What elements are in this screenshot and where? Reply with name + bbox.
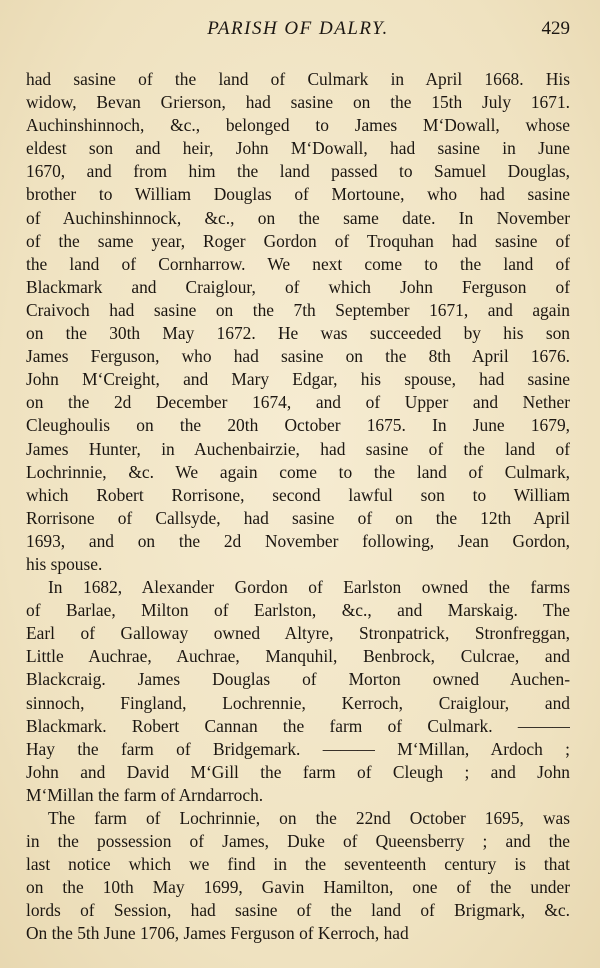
text-line: Blackmark and Craiglour, of which John Ferguson of [26,276,570,297]
text-line: sinnoch, Fingland, Lochrennie, Kerroch, Craiglour, and [26,692,570,713]
body-text [26,68,570,946]
page-number: 429 [541,18,570,39]
text-line: Earl of Galloway owned Altyre, Stronpatrick, Stronfreggan, [26,623,570,644]
text-line: 1693, and on the 2d November following, Jean Gordon, [26,530,570,551]
text-line: his spouse. [26,553,103,574]
paragraph [26,807,570,946]
text-line: brother to William Douglas of Mortoune, who had sasine [26,184,570,205]
text-line: which Robert Rorrisone, second lawful son to William [26,484,570,505]
text-line: On the 5th June 1706, James Ferguson of Kerroch, had [26,923,409,944]
text-line: of Auchinshinnock, &c., on the same date. In November [26,207,570,228]
text-line: James Hunter, in Auchenbairzie, had sasine of the land of [26,438,570,459]
running-title: PARISH OF DALRY. [207,18,389,39]
text-line: last notice which we find in the seventeenth century is that [26,854,570,875]
text-line: widow, Bevan Grierson, had sasine on the 15th July 1671. [26,92,570,113]
text-line: The farm of Lochrinnie, on the 22nd October 1695, was [48,808,570,828]
text-line: the land of Cornharrow. We next come to the land of [26,253,570,274]
text-line: Blackcraig. James Douglas of Morton owned Auchen- [26,669,570,690]
text-line: had sasine of the land of Culmark in April 1668. His [26,69,570,89]
text-line: on the 30th May 1672. He was succeeded by his son [26,323,570,344]
running-head [26,14,570,48]
text-line: eldest son and heir, John M‘Dowall, had sasine in June [26,138,570,159]
text-line: John M‘Creight, and Mary Edgar, his spouse, had sasine [26,369,570,390]
text-line: James Ferguson, who had sasine on the 8th April 1676. [26,346,570,367]
text-line: in the possession of James, Duke of Queensberry ; and the [26,831,570,852]
text-line: Cleughoulis on the 20th October 1675. In June 1679, [26,415,570,436]
paragraph [26,576,570,807]
paragraph [26,68,570,576]
text-line: Rorrisone of Callsyde, had sasine of on the 12th April [26,507,570,528]
text-line: Lochrinnie, &c. We again come to the land of Culmark, [26,461,570,482]
text-line: on the 10th May 1699, Gavin Hamilton, one of the under [26,877,570,898]
text-line: Blackmark. Robert Cannan the farm of Culmark. ——— [26,715,570,736]
text-line: on the 2d December 1674, and of Upper and Nether [26,392,570,413]
text-line: 1670, and from him the land passed to Samuel Douglas, [26,161,570,182]
text-line: Craivoch had sasine on the 7th September 1671, and again [26,299,570,320]
text-line: M‘Millan the farm of Arndarroch. [26,784,264,805]
text-line: of the same year, Roger Gordon of Troquhan had sasine of [26,230,570,251]
text-line: Auchinshinnoch, &c., belonged to James M‘Dowall, whose [26,115,570,136]
text-line: In 1682, Alexander Gordon of Earlston owned the farms [48,577,570,598]
text-line: Hay the farm of Bridgemark. ——— M‘Millan, Ardoch ; [26,738,570,759]
text-line: Little Auchrae, Auchrae, Manquhil, Benbrock, Culcrae, and [26,646,570,667]
text-line: John and David M‘Gill the farm of Cleugh ; and John [26,761,570,782]
text-line: lords of Session, had sasine of the land of Brigmark, &c. [26,900,570,921]
text-line: of Barlae, Milton of Earlston, &c., and Marskaig. The [26,600,570,621]
